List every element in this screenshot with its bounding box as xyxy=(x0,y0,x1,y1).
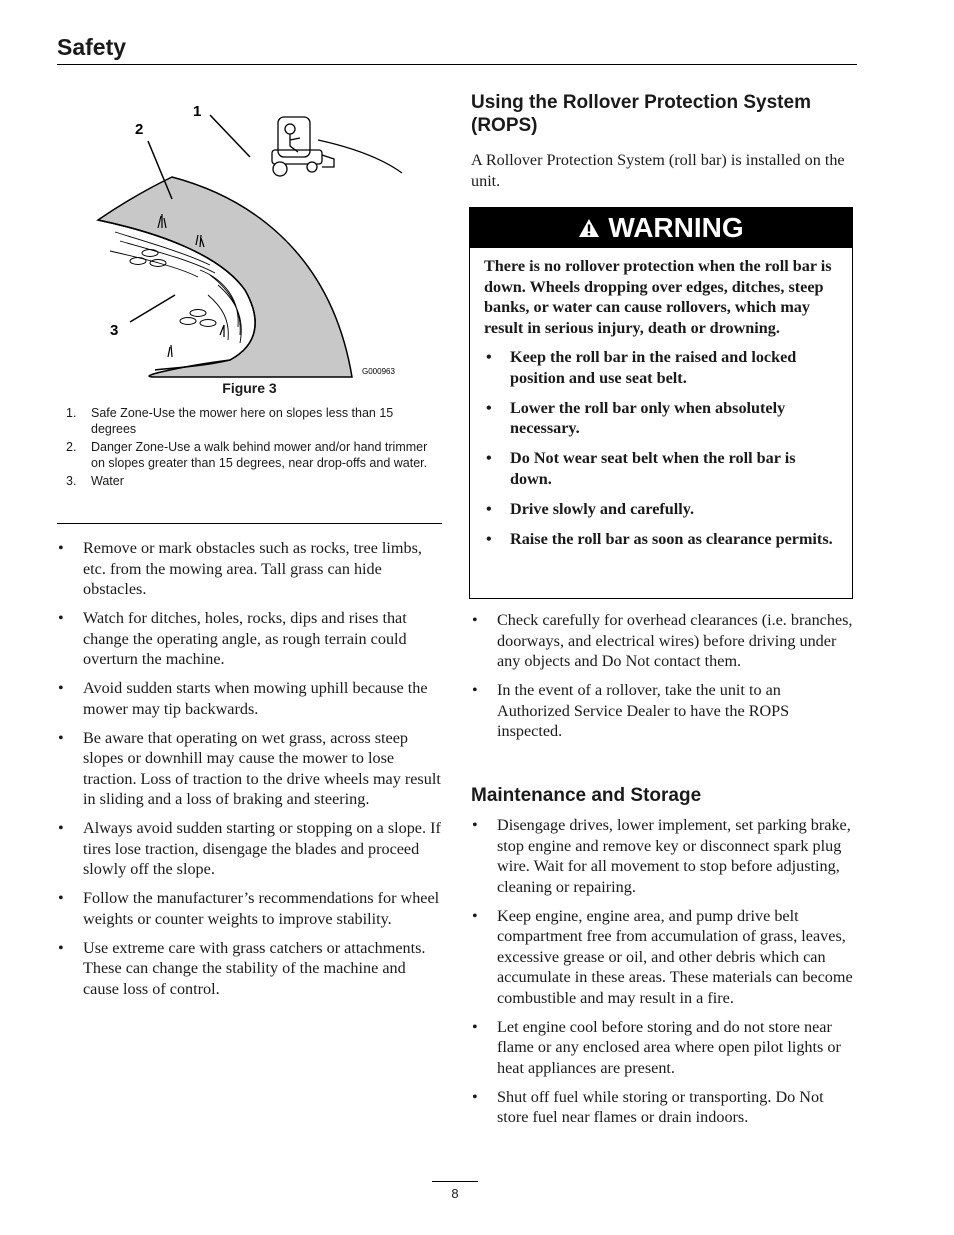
list-item xyxy=(471,680,855,742)
list-item-text: Watch for ditches, holes, rocks, dips and rises that change the operating angle, as rough terrain could overturn the machine. xyxy=(83,609,407,668)
bullet-icon: • xyxy=(486,499,492,518)
bullet-icon: • xyxy=(58,679,64,697)
list-item xyxy=(57,538,445,600)
warning-item xyxy=(484,347,838,388)
legend-text: Safe Zone-Use the mower here on slopes less than 15 degrees xyxy=(91,406,394,436)
warning-text: There is no rollover protection when the roll bar is down. Wheels dropping over edges, ditches, steep banks, or water can cause rollovers, which may result in serious injury, death or drowning. xyxy=(484,257,832,337)
bullet-icon: • xyxy=(58,728,64,747)
bullet-icon: • xyxy=(472,1087,478,1106)
page-number: 8 xyxy=(451,1186,459,1201)
warning-item-text: Raise the roll bar as soon as clearance permits. xyxy=(510,529,833,548)
bullet-icon: • xyxy=(58,889,64,907)
bullet-icon: • xyxy=(58,539,64,557)
legend-number: 1. xyxy=(66,406,77,420)
title-rule xyxy=(57,64,857,65)
warning-item-text: Lower the roll bar only when absolutely necessary. xyxy=(510,398,786,437)
list-item-text: Always avoid sudden starting or stopping on a slope. If tires lose traction, disengage the blades and proceed slowly off the slope. xyxy=(83,819,441,878)
bullet-icon: • xyxy=(486,398,492,417)
list-item xyxy=(57,728,445,810)
list-item-text: Use extreme care with grass catchers or attachments. These can change the stability of the machine and cause loss of control. xyxy=(83,938,426,998)
warning-list xyxy=(484,347,838,549)
warning-header xyxy=(470,208,852,248)
bullet-icon: • xyxy=(58,819,64,837)
legend-item xyxy=(62,406,437,437)
slope-zone-illustration xyxy=(90,95,420,385)
warning-box xyxy=(469,207,853,599)
slope-zone-figure xyxy=(90,95,420,385)
riding-mower-icon xyxy=(272,117,334,176)
rops-bullets xyxy=(471,610,855,750)
figure-caption: Figure 3 xyxy=(222,380,277,396)
list-item-text: Check carefully for overhead clearances (i.e. branches, doorways, and electrical wires) before driving under any objects and Do Not contact them. xyxy=(497,611,853,670)
legend-number: 2. xyxy=(66,440,77,454)
rops-intro: A Rollover Protection System (roll bar) is installed on the unit. xyxy=(471,151,845,190)
list-item xyxy=(471,815,857,897)
legend-text: Water xyxy=(91,474,124,488)
list-item-text: Let engine cool before storing and do not store near flame or any enclosed area where open pilot lights or heat appliances are present. xyxy=(497,1017,841,1077)
list-item xyxy=(57,938,445,1000)
maintenance-heading: Maintenance and Storage xyxy=(471,785,702,806)
list-item-text: Keep engine, engine area, and pump drive belt compartment free from accumulation of grass, leaves, excessive grease or oil, and other debris which can accumulate in these areas. These materials can become combustible and may result in a fire. xyxy=(497,906,853,1007)
bullet-icon: • xyxy=(472,611,478,629)
warning-item xyxy=(484,529,838,550)
list-item-text: Shut off fuel while storing or transporting. Do Not store fuel near flames or drain indoors. xyxy=(497,1087,824,1126)
warning-item xyxy=(484,499,838,520)
warning-item-text: Do Not wear seat belt when the roll bar is down. xyxy=(510,449,796,488)
callout-1-leader xyxy=(210,115,250,157)
bullet-icon: • xyxy=(58,938,64,957)
legend-item xyxy=(62,440,437,471)
list-item-text: In the event of a rollover, take the unit to an Authorized Service Dealer to have the ROPS inspected. xyxy=(497,681,790,740)
legend-item xyxy=(62,474,437,490)
bullet-icon: • xyxy=(472,1017,478,1036)
legend-number: 3. xyxy=(66,474,77,488)
callout-3: 3 xyxy=(110,322,119,339)
warning-item xyxy=(484,448,838,489)
danger-zone-area xyxy=(98,177,352,377)
bullet-icon: • xyxy=(58,609,64,627)
left-safety-bullets xyxy=(57,538,445,1008)
bullet-icon: • xyxy=(472,681,478,699)
list-item xyxy=(471,1087,857,1128)
list-item-text: Remove or mark obstacles such as rocks, tree limbs, etc. from the mowing area. Tall grass can hide obstacles. xyxy=(83,539,422,598)
warning-label: WARNING xyxy=(608,212,744,243)
bullet-icon: • xyxy=(472,906,478,925)
footer-rule xyxy=(432,1181,478,1182)
hill-line xyxy=(318,140,402,173)
legend-rule xyxy=(57,523,442,524)
list-item xyxy=(471,610,855,672)
maintenance-bullets xyxy=(471,815,857,1136)
warning-item-text: Keep the roll bar in the raised and locked position and use seat belt. xyxy=(510,348,797,387)
callout-2: 2 xyxy=(135,121,144,138)
legend-text: Danger Zone-Use a walk behind mower and/or hand trimmer on slopes greater than 15 degrees, near drop-offs and water. xyxy=(91,440,428,470)
callout-3-leader xyxy=(130,295,175,322)
warning-item-text: Drive slowly and carefully. xyxy=(510,499,695,518)
rops-heading: Using the Rollover Protection System (ROPS) xyxy=(471,92,811,136)
bullet-icon: • xyxy=(472,816,478,834)
list-item-text: Disengage drives, lower implement, set parking brake, stop engine and remove key or disconnect spark plug wire. Wait for all movement to stop before adjusting, cleaning or repairing. xyxy=(497,816,851,896)
warning-body xyxy=(470,248,852,549)
list-item xyxy=(57,608,445,670)
list-item xyxy=(471,1017,857,1079)
list-item-text: Be aware that operating on wet grass, across steep slopes or downhill may cause the mower to lose traction. Loss of traction to the drive wheels may result in sliding and a loss of braking and steering. xyxy=(83,728,441,808)
list-item-text: Follow the manufacturer’s recommendations for wheel weights or counter weights to improve stability. xyxy=(83,889,440,928)
bullet-icon: • xyxy=(486,348,492,366)
list-item-text: Avoid sudden starts when mowing uphill because the mower may tip backwards. xyxy=(83,679,428,718)
callout-1: 1 xyxy=(193,103,202,120)
bullet-icon: • xyxy=(486,449,492,467)
figure-legend xyxy=(62,406,437,493)
figure-code: G000963 xyxy=(362,367,395,376)
list-item xyxy=(471,906,857,1009)
list-item xyxy=(57,818,445,880)
bullet-icon: • xyxy=(486,529,492,548)
page-title: Safety xyxy=(57,34,127,60)
warning-triangle-icon xyxy=(578,218,600,238)
list-item xyxy=(57,888,445,929)
list-item xyxy=(57,678,445,719)
warning-item xyxy=(484,398,838,439)
